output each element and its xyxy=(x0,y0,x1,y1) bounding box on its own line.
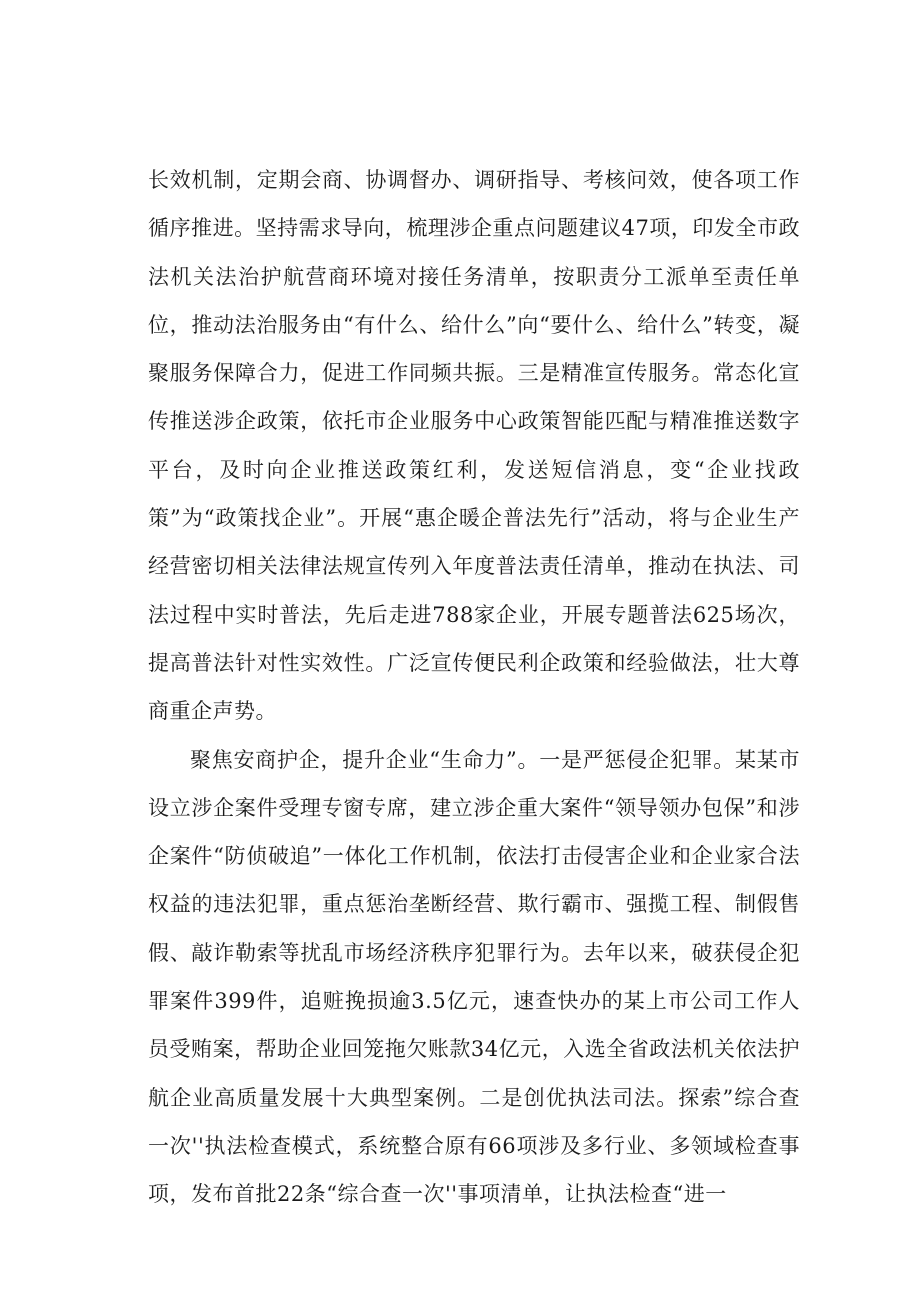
paragraph-2: 聚焦安商护企，提升企业“生命力”。一是严惩侵企犯罪。某某市设立涉企案件受理专窗专席，建立涉企重大案件“领导领办包保”和涉企案件“防侦破追”一体化工作机制，依法打击侵害企业和企业家合法权益的违法犯罪，重点惩治垄断经营、欺行霸市、强揽工程、制假售假、敲诈勒索等扰乱市场经济秩序犯罪行为。去年以来，破获侵企犯罪案件399件，追赃挽损逾3.5亿元，速查快办的某上市公司工作人员受贿案，帮助企业回笼拖欠账款34亿元，入选全省政法机关依法护航企业高质量发展十大典型案例。二是创优执法司法。探索”综合查一次''执法检查模式，系统整合原有66项涉及多行业、多领域检查事项，发布首批22条“综合查一次''事项清单，让执法检查“进一 xyxy=(148,747,800,1207)
document-body xyxy=(148,156,800,1219)
paragraph-1: 长效机制，定期会商、协调督办、调研指导、考核问效，使各项工作循序推进。坚持需求导向，梳理涉企重点问题建议47项，印发全市政法机关法治护航营商环境对接任务清单，按职责分工派单至责任单位，推动法治服务由“有什么、给什么”向“要什么、给什么”转变，凝聚服务保障合力，促进工作同频共振。三是精准宣传服务。常态化宣传推送涉企政策，依托市企业服务中心政策智能匹配与精准推送数字平台，及时向企业推送政策红利，发送短信消息，变“企业找政策”为“政策找企业”。开展“惠企暖企普法先行”活动，将与企业生产经营密切相关法律法规宣传列入年度普法责任清单，推动在执法、司法过程中实时普法，先后走进788家企业，开展专题普法625场次，提高普法针对性实效性。广泛宣传便民利企政策和经验做法，壮大尊商重企声势。 xyxy=(148,168,800,724)
